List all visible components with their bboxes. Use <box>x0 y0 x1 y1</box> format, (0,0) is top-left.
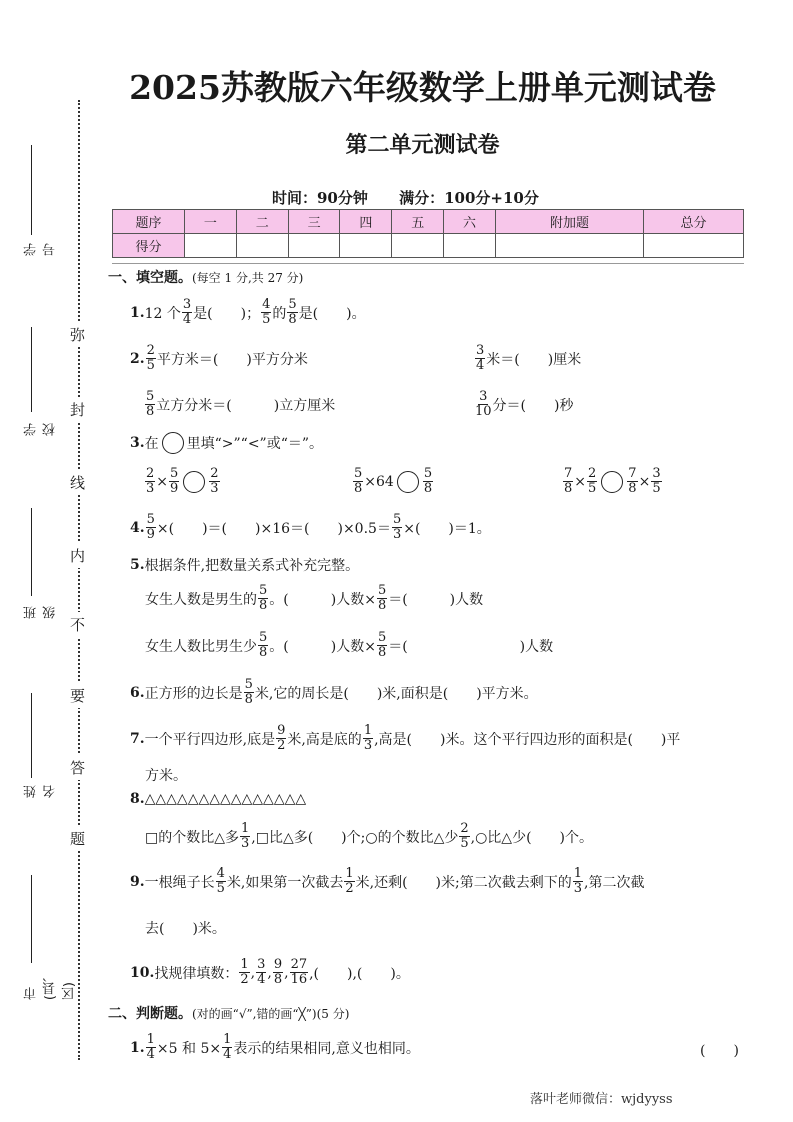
operator: × <box>156 473 169 490</box>
denominator: 9 <box>146 527 155 542</box>
fraction <box>344 867 354 896</box>
denominator: 4 <box>146 1047 155 1062</box>
full-score: 满分：100分+10分 <box>399 189 539 207</box>
denominator: 8 <box>244 692 253 707</box>
fraction <box>145 467 155 496</box>
question-text: 分＝( )秒 <box>492 397 574 414</box>
fraction <box>256 958 266 987</box>
denominator: 9 <box>170 481 179 496</box>
numerator: 3 <box>476 343 485 358</box>
numerator: 2 <box>146 343 155 358</box>
question-text: ,□比△多( )个;○的个数比△少 <box>251 829 459 846</box>
seal-char: 不 <box>70 612 85 637</box>
question-text: 12 个 <box>144 305 181 322</box>
numerator: 3 <box>257 957 266 972</box>
fraction <box>244 678 254 707</box>
time-limit: 时间：90分钟 <box>272 189 368 207</box>
section-title: 二、判断题。 <box>108 1006 192 1022</box>
section-note: (对的画“√”,错的画“╳”)(5 分) <box>192 1007 350 1021</box>
numerator: 1 <box>345 866 354 881</box>
question-number: 8. <box>130 791 145 807</box>
fraction <box>363 724 373 753</box>
score-col-header: 一 <box>185 210 237 234</box>
numerator: 7 <box>564 466 573 481</box>
question-number: 4. <box>130 519 145 536</box>
fraction <box>475 344 485 373</box>
binding-line <box>78 100 82 1060</box>
numerator: 5 <box>259 583 268 598</box>
question-text: 是( )； <box>193 305 261 322</box>
denominator: 4 <box>476 358 485 373</box>
numerator: 1 <box>240 957 249 972</box>
numerator: 5 <box>146 512 155 527</box>
question-6 <box>130 678 538 707</box>
question-3c <box>562 467 663 496</box>
denominator: 4 <box>257 972 266 987</box>
score-cell[interactable] <box>185 234 237 258</box>
question-9-cont <box>145 918 226 938</box>
operator: × <box>638 473 651 490</box>
answer-box[interactable] <box>700 1040 739 1060</box>
numerator: 5 <box>377 630 387 645</box>
denominator: 8 <box>564 481 573 496</box>
question-text: ,○比△少( )个。 <box>470 829 593 846</box>
fraction <box>239 958 249 987</box>
score-col-header: 五 <box>392 210 444 234</box>
numerator: 5 <box>354 466 363 481</box>
question-text: 女生人数比男生少 <box>145 638 257 655</box>
circle-icon <box>162 432 184 454</box>
field-label: 班级 <box>24 606 58 619</box>
numerator: 1 <box>573 866 583 881</box>
question-7-cont <box>145 765 187 785</box>
denominator: 8 <box>259 598 268 613</box>
numerator: 3 <box>479 389 488 404</box>
fraction <box>377 584 387 613</box>
score-col-header: 三 <box>288 210 340 234</box>
denominator: 2 <box>277 738 286 753</box>
question-text: 一根绳子长 <box>144 874 215 891</box>
denominator: 8 <box>146 404 155 419</box>
denominator: 5 <box>216 881 225 896</box>
question-2c <box>144 390 335 419</box>
score-cell[interactable] <box>340 234 392 258</box>
fraction <box>423 467 433 496</box>
score-col-header: 附加题 <box>495 210 643 234</box>
numerator: 1 <box>146 1032 155 1047</box>
numerator: 27 <box>290 957 308 972</box>
question-number: 6. <box>130 684 145 701</box>
question-5 <box>130 555 359 575</box>
denominator: 8 <box>273 972 283 987</box>
denominator: 3 <box>573 881 583 896</box>
denominator: 8 <box>377 645 387 660</box>
section-title: 一、填空题。 <box>108 270 192 286</box>
fraction <box>146 513 156 542</box>
denominator: 8 <box>259 645 268 660</box>
seal-char: 要 <box>70 683 85 708</box>
question-3a <box>144 467 221 496</box>
question-number: 9. <box>130 873 145 890</box>
compare-circle[interactable] <box>397 471 419 493</box>
denominator: 5 <box>588 481 597 496</box>
fraction <box>627 467 637 496</box>
seal-char: 封 <box>70 397 85 422</box>
question-number: 5. <box>130 557 145 573</box>
question-5b <box>145 631 553 660</box>
question-number: 1. <box>130 304 145 321</box>
fraction <box>261 298 271 327</box>
fraction <box>290 958 309 987</box>
field-label: 市(县、区) <box>24 969 77 1001</box>
operator: ×64 <box>364 473 394 490</box>
seal-char: 弥 <box>70 322 85 347</box>
question-text: 的 <box>272 305 287 322</box>
numerator: 1 <box>223 1032 232 1047</box>
denominator: 3 <box>146 481 155 496</box>
score-cell[interactable] <box>444 234 496 258</box>
question-9 <box>130 867 644 896</box>
fraction <box>475 390 492 419</box>
score-col-header: 总分 <box>643 210 743 234</box>
denominator: 5 <box>460 836 469 851</box>
question-4 <box>130 513 491 542</box>
score-cell[interactable] <box>495 234 643 258</box>
score-col-header: 二 <box>236 210 288 234</box>
question-text: 根据条件,把数量关系式补充完整。 <box>144 558 360 574</box>
fraction <box>587 467 597 496</box>
question-text: 女生人数是男生的 <box>145 591 257 608</box>
fraction <box>216 867 226 896</box>
compare-circle[interactable] <box>601 471 623 493</box>
denominator: 3 <box>392 527 402 542</box>
numerator: 5 <box>146 389 155 404</box>
question-text: 表示的结果相同,意义也相同。 <box>233 1040 420 1057</box>
denominator: 4 <box>223 1047 232 1062</box>
fraction <box>169 467 179 496</box>
judge-question-1 <box>130 1033 420 1062</box>
fraction <box>287 298 297 327</box>
question-text: 里填“>”“<”或“＝”。 <box>186 436 324 452</box>
exam-subtitle: 第二单元测试卷 <box>345 132 500 158</box>
numerator: 2 <box>210 466 219 481</box>
numerator: 5 <box>377 583 387 598</box>
numerator: 4 <box>262 297 271 312</box>
fraction <box>258 584 268 613</box>
denominator: 10 <box>475 404 492 419</box>
question-text: 米,高是底的 <box>287 731 362 748</box>
watermark: 落叶老师微信：wjdyyss <box>530 1092 673 1107</box>
question-number: 7. <box>130 730 145 747</box>
question-text: ×( )＝( )×16＝( )×0.5＝ <box>156 520 391 537</box>
fraction <box>353 467 363 496</box>
score-table-header-row <box>113 210 744 234</box>
denominator: 4 <box>182 312 192 327</box>
fraction <box>258 631 268 660</box>
fraction <box>209 467 219 496</box>
exam-title: 2025苏教版六年级数学上册单元测试卷 <box>129 68 716 107</box>
score-cell[interactable] <box>643 234 743 258</box>
denominator: 8 <box>288 312 297 327</box>
numerator: 5 <box>288 297 297 312</box>
question-text: 是( )。 <box>298 305 366 322</box>
question-text: 立方分米＝( )立方厘米 <box>156 397 336 414</box>
numerator: 9 <box>277 723 286 738</box>
fraction <box>276 724 286 753</box>
denominator: 5 <box>262 312 271 327</box>
operator: × <box>574 473 587 490</box>
question-text: 米,还剩( )米;第二次截去剩下的 <box>355 874 572 891</box>
numerator: 3 <box>652 466 661 481</box>
seal-char: 答 <box>70 755 85 780</box>
seal-char: 题 <box>70 826 85 851</box>
question-10: 10. 找规律填数： $\frac{1}{2}$ , $\frac{3}{4}$ , $\frac{9}{8}$ , $\frac{27}{16}$ ,( ),( )。 <box>130 957 410 987</box>
question-text: ,( ),( )。 <box>309 965 410 982</box>
question-3 <box>130 432 323 454</box>
question-text: 。( )人数× <box>269 638 376 655</box>
question-7 <box>130 724 680 753</box>
denominator: 8 <box>354 481 363 496</box>
numerator: 9 <box>273 957 283 972</box>
denominator: 16 <box>290 972 308 987</box>
denominator: 5 <box>146 358 155 373</box>
question-number: 1. <box>130 1039 145 1056</box>
score-cell[interactable] <box>288 234 340 258</box>
answer-parens: ( ) <box>700 1043 739 1059</box>
denominator: 3 <box>241 836 250 851</box>
field-label: 学校 <box>24 423 58 436</box>
score-table-row-label: 题序 <box>113 210 185 234</box>
score-cell[interactable] <box>392 234 444 258</box>
question-text: ,高是( )米。这个平行四边形的面积是( )平 <box>374 731 681 748</box>
numerator: 5 <box>170 466 179 481</box>
question-text: ,第二次截 <box>584 874 645 891</box>
question-text: ＝( )人数 <box>388 638 554 655</box>
fraction <box>182 298 192 327</box>
question-text: 米,它的周长是( )米,面积是( )平方米。 <box>254 685 538 702</box>
question-text: 。( )人数× <box>269 591 376 608</box>
question-text: 一个平行四边形,底是 <box>144 731 276 748</box>
question-text: ＝( )人数 <box>388 591 484 608</box>
question-text: 在 <box>144 436 159 452</box>
question-text: ×( )＝1。 <box>403 520 491 537</box>
question-text: 米＝( )厘米 <box>486 351 582 368</box>
numerator: 7 <box>628 466 637 481</box>
seal-char: 内 <box>70 543 85 568</box>
score-cell[interactable] <box>236 234 288 258</box>
fraction <box>377 631 387 660</box>
question-text: 米,如果第一次截去 <box>226 874 344 891</box>
question-8-body <box>145 822 593 851</box>
numerator: 5 <box>392 512 402 527</box>
numerator: 2 <box>460 821 469 836</box>
compare-circle[interactable] <box>183 471 205 493</box>
denominator: 2 <box>240 972 249 987</box>
section-note: (每空 1 分,共 27 分) <box>192 271 304 285</box>
question-number: 2. <box>130 350 145 367</box>
section-heading <box>108 267 303 287</box>
denominator: 2 <box>345 881 354 896</box>
fraction <box>459 822 469 851</box>
fraction <box>273 958 283 987</box>
question-text: 去( )米。 <box>145 921 226 937</box>
question-3b <box>352 467 434 496</box>
fraction <box>573 867 583 896</box>
question-text: 找规律填数： <box>154 965 239 982</box>
fraction <box>146 344 156 373</box>
fraction <box>392 513 402 542</box>
score-col-header: 四 <box>340 210 392 234</box>
score-table-score-row <box>113 234 744 258</box>
numerator: 4 <box>216 866 225 881</box>
score-table <box>112 209 744 258</box>
numerator: 2 <box>588 466 597 481</box>
score-col-header: 六 <box>444 210 496 234</box>
field-label: 学号 <box>24 243 58 256</box>
numerator: 1 <box>241 821 250 836</box>
numerator: 1 <box>363 723 373 738</box>
numerator: 5 <box>244 677 253 692</box>
fraction <box>651 467 661 496</box>
score-table-row-label: 得分 <box>113 234 185 258</box>
triangle-icons: △△△△△△△△△△△△△△△ <box>144 791 307 807</box>
divider <box>112 263 744 264</box>
question-8 <box>130 791 306 807</box>
question-text: 平方米＝( )平方分米 <box>156 351 308 368</box>
fraction <box>146 1033 156 1062</box>
question-number: 3. <box>130 435 145 451</box>
seal-char: 线 <box>70 470 85 495</box>
question-text: ×5 和 5× <box>156 1040 222 1057</box>
denominator: 3 <box>210 481 219 496</box>
denominator: 8 <box>377 598 387 613</box>
question-text: □的个数比△多 <box>145 829 239 846</box>
numerator: 2 <box>146 466 155 481</box>
question-2b <box>474 344 581 373</box>
fraction <box>222 1033 232 1062</box>
question-5a <box>145 584 483 613</box>
numerator: 3 <box>182 297 192 312</box>
fraction <box>240 822 250 851</box>
numerator: 5 <box>423 466 433 481</box>
denominator: 3 <box>363 738 373 753</box>
section-heading <box>108 1003 349 1023</box>
fraction <box>145 390 155 419</box>
fraction <box>563 467 573 496</box>
question-number: 10. <box>130 964 155 981</box>
question-2a <box>130 344 308 373</box>
exam-meta <box>272 187 565 208</box>
question-2d <box>474 390 573 419</box>
denominator: 8 <box>423 481 433 496</box>
denominator: 5 <box>652 481 661 496</box>
question-text: 正方形的边长是 <box>144 685 243 702</box>
question-text: 方米。 <box>145 768 187 784</box>
question-1 <box>130 298 366 327</box>
denominator: 8 <box>628 481 637 496</box>
field-label: 姓名 <box>24 785 58 798</box>
numerator: 5 <box>259 630 268 645</box>
